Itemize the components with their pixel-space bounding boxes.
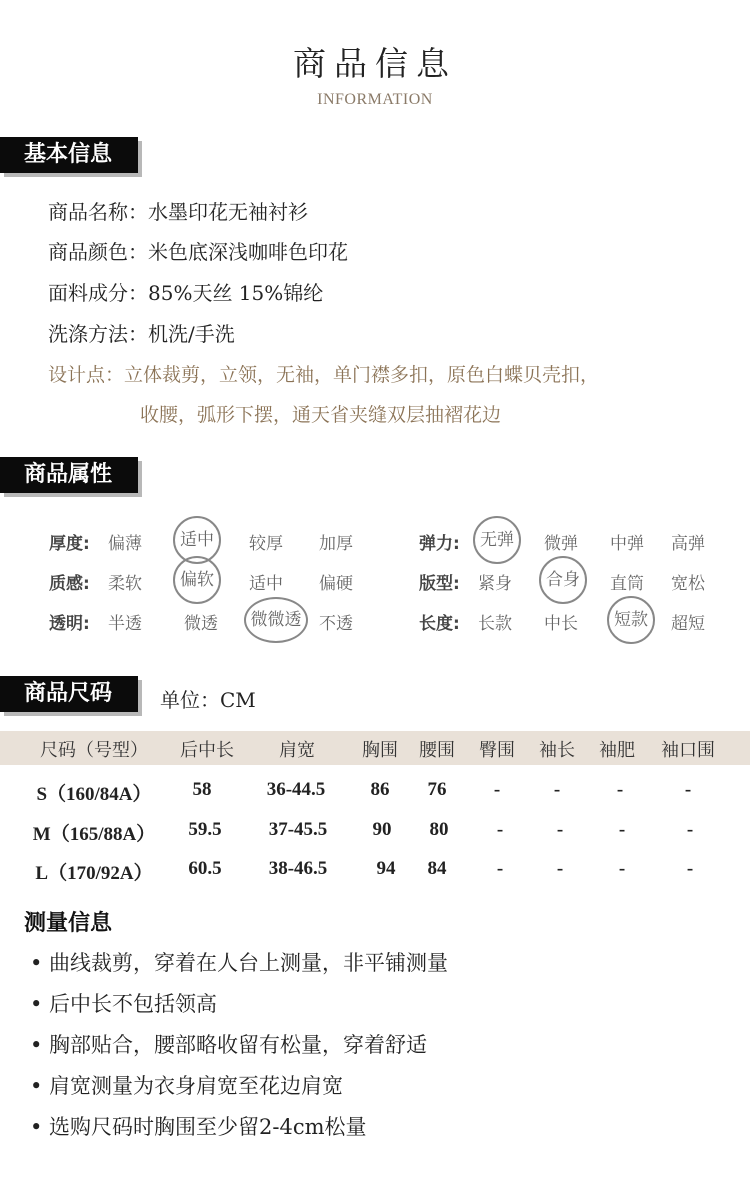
attr-option: 微透 [184,614,218,634]
attr-option: 紧身 [478,574,512,594]
section-heading-basic-info: 基本信息 [0,137,138,173]
size-cell: 84 [427,858,447,879]
size-cell: 38-46.5 [268,858,328,879]
measure-item: • 胸部贴合，腰部略收留有松量，穿着舒适 [30,1033,428,1057]
section-heading-size: 商品尺码 [0,676,138,712]
attr-option: 适中 [249,574,283,594]
info-key: 商品名称： [48,200,148,224]
measure-item: • 选购尺码时胸围至少留2-4cm松量 [30,1115,367,1139]
attr-option-selected: 短款 [607,596,655,644]
info-row-name [48,196,308,225]
size-cell-label: S（160/84A） [36,784,152,805]
size-cell: - [686,819,694,840]
size-cell: 86 [370,779,390,800]
attr-label-length: 长度: [419,614,460,634]
size-cell-label: L（170/92A） [35,863,153,884]
size-cell: 36-44.5 [266,779,326,800]
info-key: 设计点： [48,364,125,386]
size-cell: 37-45.5 [268,819,328,840]
attr-option-selected: 合身 [539,556,587,604]
size-col-header: 后中长 [180,740,234,761]
measure-item: • 后中长不包括领高 [30,992,218,1016]
info-key: 商品颜色： [48,240,148,264]
attr-option: 不透 [319,614,353,634]
size-col-header: 胸围 [362,740,398,761]
size-col-header: 袖口围 [661,740,715,761]
attr-label-transparency: 透明: [49,614,90,634]
attr-option: 直筒 [610,574,644,594]
attr-option: 高弹 [671,534,705,554]
size-cell: - [684,779,692,800]
attr-option: 宽松 [671,574,705,594]
section-heading-attributes: 商品属性 [0,457,138,493]
size-cell: - [556,819,564,840]
attr-option-selected: 无弹 [473,516,521,564]
size-col-header: 肩宽 [279,740,315,761]
size-cell: 76 [427,779,447,800]
size-cell: 59.5 [188,819,222,840]
size-cell: - [496,819,504,840]
size-cell: - [496,858,504,879]
info-value: 立体裁剪，立领，无袖，单门襟多扣，原色白蝶贝壳扣， [124,364,600,386]
info-row-fabric [48,277,323,306]
size-col-header: 臀围 [479,740,515,761]
info-row-washing [48,318,235,347]
size-cell: 58 [192,779,212,800]
size-cell: - [556,858,564,879]
size-cell: - [618,819,626,840]
attr-option: 中弹 [610,534,644,554]
unit-value: CM [220,688,256,712]
attr-label-fit: 版型: [419,574,460,594]
size-cell: - [616,779,624,800]
info-value: 机洗/手洗 [148,322,235,346]
size-cell: 94 [376,858,396,879]
info-value: 85%天丝 15%锦纶 [148,281,324,305]
page-subtitle: INFORMATION [317,91,433,108]
size-col-header: 袖长 [539,740,575,761]
measure-item: • 曲线裁剪，穿着在人台上测量，非平铺测量 [30,951,449,975]
info-row-color [48,236,348,265]
size-col-header: 袖肥 [599,740,635,761]
size-col-header: 尺码（号型） [40,740,148,761]
attr-option: 半透 [108,614,142,634]
attr-option: 偏薄 [108,534,142,554]
info-row-design-continued: 收腰，弧形下摆，通天省夹缝双层抽褶花边 [140,404,502,426]
size-cell: 90 [372,819,392,840]
attr-option: 偏硬 [319,574,353,594]
attr-label-thickness: 厚度: [49,534,90,554]
size-cell: - [618,858,626,879]
attr-option-selected: 偏软 [173,556,221,604]
attr-option: 长款 [478,614,512,634]
page-title: 商品信息 [293,44,457,83]
attr-label-texture: 质感: [49,574,90,594]
unit-label: 单位： [160,688,220,712]
attr-option: 柔软 [108,574,142,594]
attr-option-selected: 适中 [173,516,221,564]
attr-option: 加厚 [319,534,353,554]
info-value: 米色底深浅咖啡色印花 [148,240,348,264]
size-cell: - [686,858,694,879]
size-cell: 60.5 [188,858,222,879]
attr-label-elasticity: 弹力: [419,534,460,554]
info-key: 面料成分： [48,281,148,305]
info-row-design [48,360,599,387]
attr-option: 超短 [671,614,705,634]
info-value: 水墨印花无袖衬衫 [148,200,308,224]
size-unit [160,684,256,713]
attr-option-selected: 微微透 [244,597,308,643]
info-key: 洗涤方法： [48,322,148,346]
size-cell: - [493,779,501,800]
attr-option: 微弹 [544,534,578,554]
attr-option: 较厚 [249,534,283,554]
attr-option: 中长 [544,614,578,634]
size-cell: 80 [429,819,449,840]
measure-heading: 测量信息 [24,911,113,936]
size-cell: - [553,779,561,800]
size-cell-label: M（165/88A） [32,824,156,845]
size-col-header: 腰围 [419,740,455,761]
measure-item: • 肩宽测量为衣身肩宽至花边肩宽 [30,1074,344,1098]
